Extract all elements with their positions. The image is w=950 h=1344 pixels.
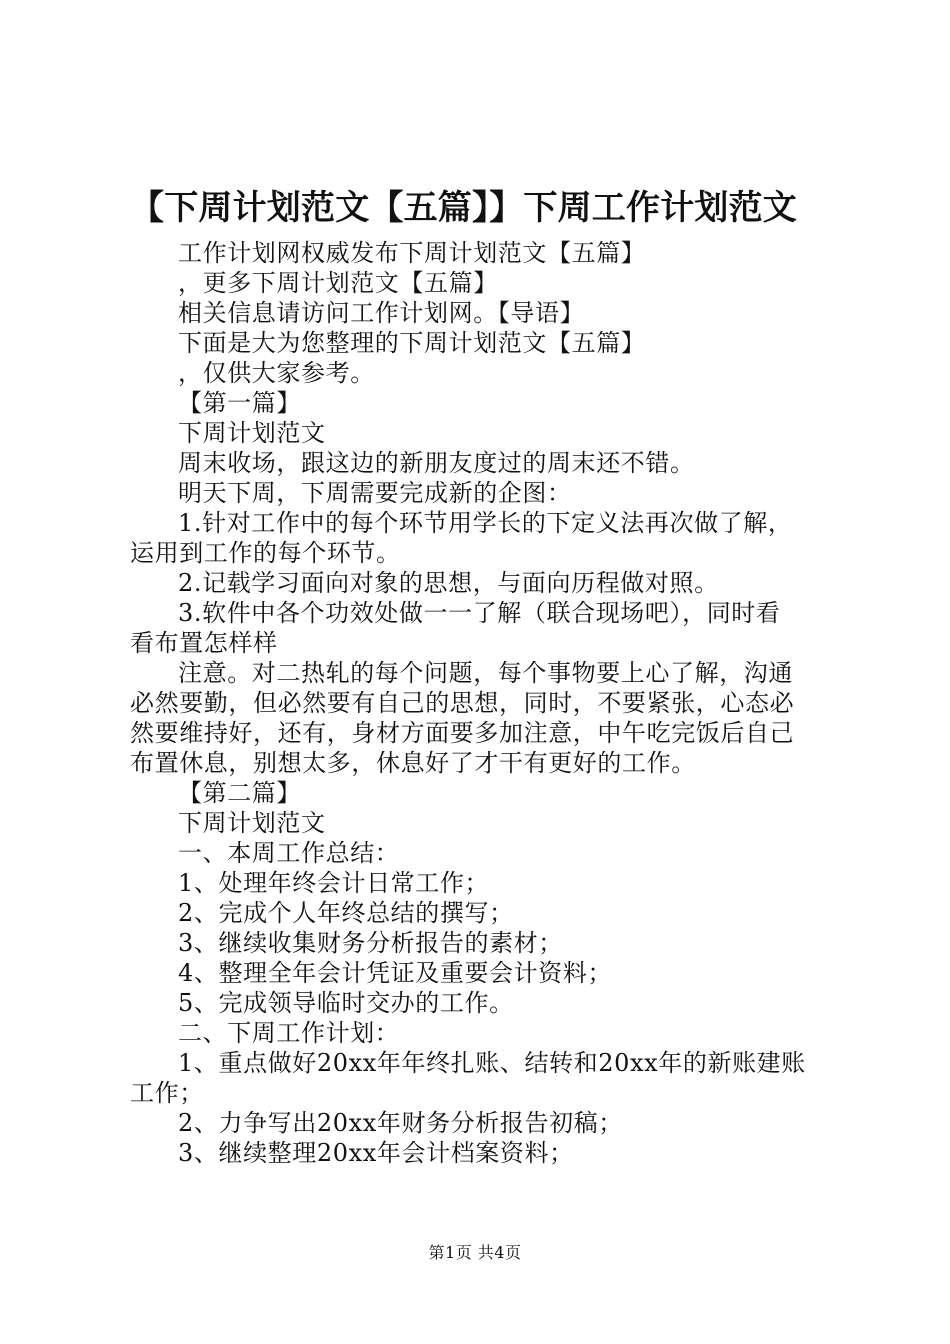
text-line: ，仅供大家参考。	[178, 359, 375, 387]
text-line: 必然要勤，但必然要有自己的思想，同时，不要紧张，心态必	[130, 689, 795, 717]
text-line: 1、处理年终会计日常工作；	[178, 869, 490, 897]
text-line: 工作；	[130, 1079, 204, 1107]
text-line: 二、下周工作计划：	[178, 1019, 400, 1047]
text-line: 注意。对二热轧的每个问题，每个事物要上心了解，沟通	[178, 659, 793, 687]
text-line: 2.记载学习面向对象的思想，与面向历程做对照。	[178, 569, 719, 597]
text-line: 一、本周工作总结：	[178, 839, 400, 867]
text-line: 看布置怎样样	[130, 629, 278, 657]
document-body	[130, 238, 832, 1168]
text-line: 相关信息请访问工作计划网。【导语】	[178, 299, 585, 327]
text-line: 4、整理全年会计凭证及重要会计资料；	[178, 959, 613, 987]
text-line: 2、完成个人年终总结的撰写；	[178, 899, 514, 927]
text-line: 2、力争写出20xx年财务分析报告初稿；	[178, 1109, 623, 1137]
text-line: 周末收场，跟这边的新朋友度过的周末还不错。	[178, 449, 695, 477]
text-line: 【第一篇】	[178, 389, 301, 417]
text-line: 明天下周，下周需要完成新的企图：	[178, 479, 572, 507]
text-line: 【第二篇】	[178, 779, 301, 807]
document-title: 【下周计划范文【五篇】】下周工作计划范文	[130, 188, 797, 228]
text-line: 运用到工作的每个环节。	[130, 539, 401, 567]
text-line: 1、重点做好20xx年年终扎账、结转和20xx年的新账建账	[178, 1049, 806, 1077]
text-line: 工作计划网权威发布下周计划范文【五篇】	[178, 239, 646, 267]
text-line: 3.软件中各个功效处做一一了解（联合现场吧），同时看	[178, 599, 781, 627]
page-footer: 第1页 共4页	[428, 1243, 522, 1262]
text-line: 下周计划范文	[178, 419, 326, 447]
text-line: 布置休息，别想太多，休息好了才干有更好的工作。	[130, 749, 696, 777]
text-line: 下周计划范文	[178, 809, 326, 837]
text-line: 3、继续整理20xx年会计档案资料；	[178, 1139, 574, 1167]
text-line: 5、完成领导临时交办的工作。	[178, 989, 514, 1017]
text-line: 然要维持好，还有，身材方面要多加注意，中午吃完饭后自己	[130, 719, 795, 747]
text-line: ，更多下周计划范文【五篇】	[178, 269, 498, 297]
text-line: 1.针对工作中的每个环节用学长的下定义法再次做了解，	[178, 509, 793, 537]
text-line: 3、继续收集财务分析报告的素材；	[178, 929, 563, 957]
text-line: 下面是大为您整理的下周计划范文【五篇】	[178, 329, 646, 357]
